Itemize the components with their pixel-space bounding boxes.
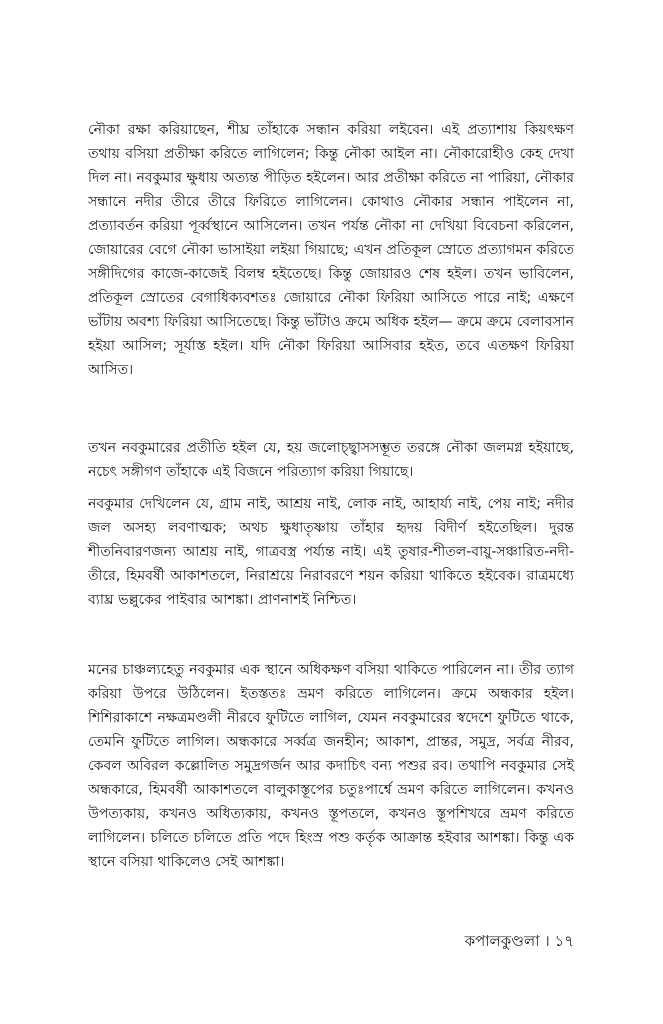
paragraph-4: মনের চাঞ্চল্যহেতু নবকুমার এক স্থানে অধিকক্ষণ বসিয়া থাকিতে পারিলেন না। তীর ত্যাগ করিয়া উপরে উঠিলেন। ইতস্ততঃ ভ্রমণ করিতে লাগিলেন। ক্রমে অন্ধকার হইল। শিশিরাকাশে নক্ষত্রমণ্ডলী নীরবে ফুটিতে লাগিল, যেমন নবকুমারের স্বদেশে ফুটিতে থাকে, তেমনি ফুটিতে লাগিল। অন্ধকারে সর্ব্বত্র জনহীন; আকাশ, প্রান্তর, সমুদ্র, সর্বত্র নীরব, কেবল অবিরল কল্লোলিত সমুদ্রগর্জন আর কদাচিৎ বন্য পশুর রব। তথাপি নবকুমার সেই অন্ধকারে, হিমবর্ষী আকাশতলে বালুকাস্তূপের চতুঃপার্শ্বে ভ্রমণ করিতে লাগিলেন। কখনও উপত্যকায়, কখনও অধিত্যকায়, কখনও স্তূপতলে, কখনও স্তূপশিখরে ভ্রমণ করিতে লাগিলেন। চলিতে চলিতে প্রতি পদে হিংস্র পশু কর্তৃক আক্রান্ত হইবার আশঙ্কা। কিন্তু এক স্থানে বসিয়া থাকিলেও সেই আশঙ্কা।	[88, 662, 574, 870]
page-footer	[465, 930, 574, 952]
book-title: কপালকুণ্ডলা	[464, 932, 540, 950]
footer-separator: ।	[544, 932, 550, 950]
paragraph-1: নৌকা রক্ষা করিয়াছেন, শীঘ্র তাঁহাকে সন্ধান করিয়া লইবেন। এই প্রত্যাশায় কিয়ৎক্ষণ তথায় বসিয়া প্রতীক্ষা করিতে লাগিলেন; কিন্তু নৌকা আইল না। নৌকারোহীও কেহ দেখা দিল না। নবকুমার ক্ষুধায় অত্যন্ত পীড়িত হইলেন। আর প্রতীক্ষা করিতে না পারিয়া, নৌকার সন্ধানে নদীর তীরে তীরে ফিরিতে লাগিলেন। কোথাও নৌকার সন্ধান পাইলেন না, প্রত্যাবর্তন করিয়া পূর্ব্বস্থানে আসিলেন। তখন পর্যন্ত নৌকা না দেখিয়া বিবেচনা করিলেন, জোয়ারের বেগে নৌকা ভাসাইয়া লইয়া গিয়াছে; এখন প্রতিকূল স্রোতে প্রত্যাগমন করিতে সঙ্গীদিগের কাজে-কাজেই বিলম্ব হইতেছে। কিন্তু জোয়ারও শেষ হইল। তখন ভাবিলেন, প্রতিকূল স্রোতের বেগাধিক্যবশতঃ জোয়ারে নৌকা ফিরিয়া আসিতে পারে নাই; এক্ষণে ভাঁটায় অবশ্য ফিরিয়া আসিতেছে। কিন্তু ভাঁটাও ক্রমে অধিক হইল— ক্রমে ক্রমে বেলাবসান হইয়া আসিল; সূর্যাস্ত হইল। যদি নৌকা ফিরিয়া আসিবার হইত, তবে এতক্ষণ ফিরিয়া আসিত।	[88, 122, 574, 378]
paragraph-3: নবকুমার দেখিলেন যে, গ্রাম নাই, আশ্রয় নাই, লোক নাই, আহার্য্য নাই, পেয় নাই; নদীর জল অসহ্য লবণাত্মক; অথচ ক্ষুধাতৃষ্ণায় তাঁহার হৃদয় বিদীর্ণ হইতেছিল। দুরন্ত শীতনিবারণজন্য আশ্রয় নাই, গাত্রবস্ত্র পর্য্যন্ত নাই। এই তুষার-শীতল-বায়ু-সঞ্চারিত-নদী-তীরে, হিমবর্ষী আকাশতলে, নিরাশ্রয়ে নিরাবরণে শয়ন করিয়া থাকিতে হইবেক। রাত্রমধ্যে ব্যাঘ্র ভল্লুকের পাইবার আশঙ্কা। প্রাণনাশই নিশ্চিত।	[88, 496, 574, 608]
paragraph-2: তখন নবকুমারের প্রতীতি হইল যে, হয় জলোচ্ছ্বাসসম্ভূত তরঙ্গে নৌকা জলমগ্ন হইয়াছে, নচেৎ সঙ্গীগণ তাঁহাকে এই বিজনে পরিত্যাগ করিয়া গিয়াছে।	[88, 440, 574, 480]
page-number: ১৭	[554, 932, 574, 950]
